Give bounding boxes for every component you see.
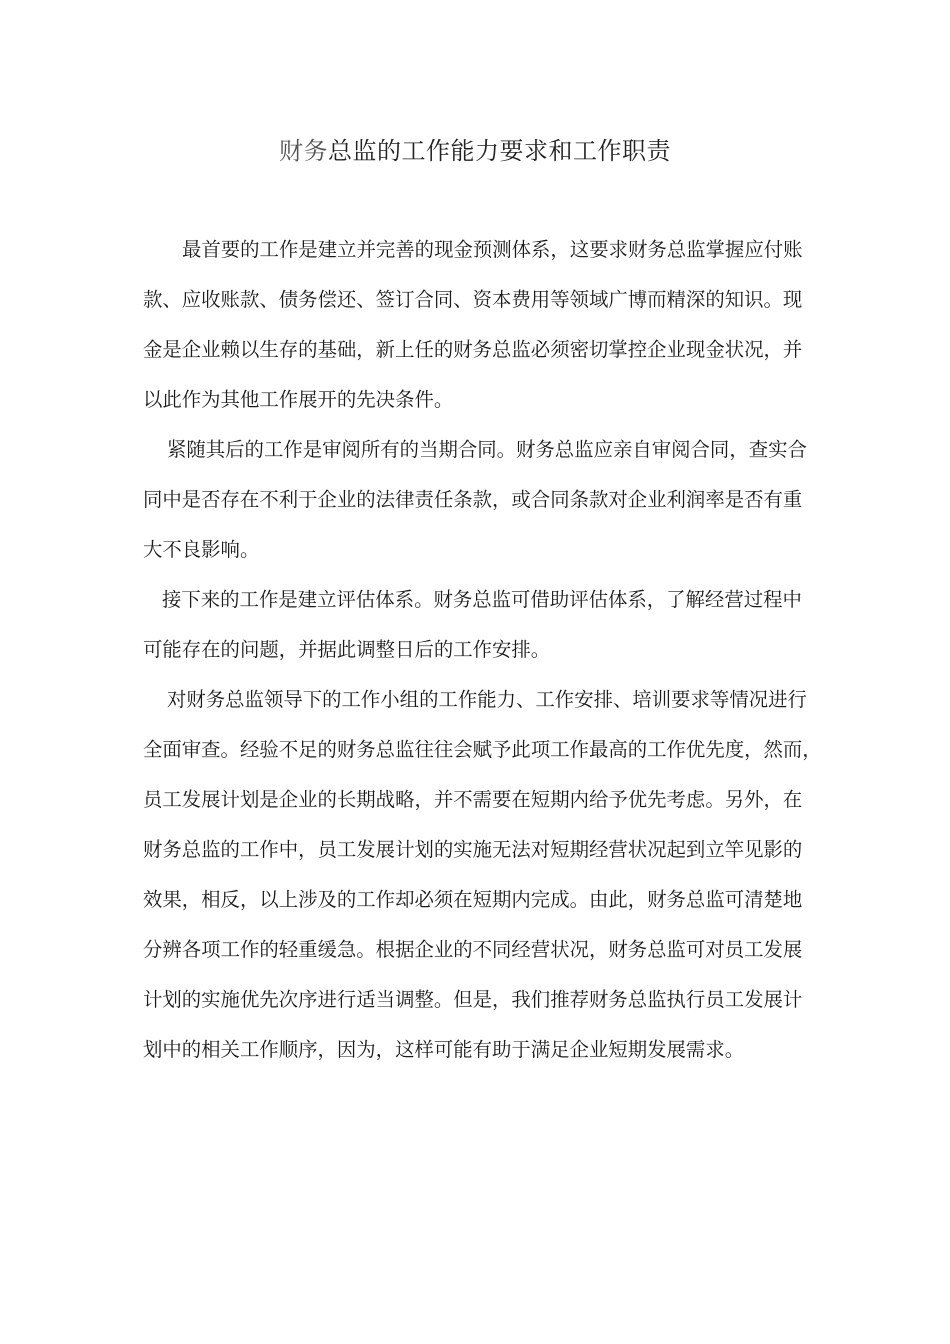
paragraph-line: 最首要的工作是建立并完善的现金预测体系，这要求财务总监掌握应付账 [182,238,803,261]
paragraph-line: 员工发展计划是企业的长期战略，并不需要在短期内给予优先考虑。另外，在 [143,788,803,811]
paragraph-4 [143,680,822,1080]
paragraph-line: 同中是否存在不利于企业的法律责任条款，或合同条款对企业利润率是否有重 [143,488,803,511]
paragraph-line: 大不良影响。 [143,538,260,561]
document-body [143,230,822,1080]
title-text: 总监的工作能力要求和工作职责 [328,137,671,165]
paragraph-line: 以此作为其他工作展开的先决条件。 [143,388,454,411]
paragraph-1 [143,230,807,430]
paragraph-2 [143,430,807,580]
document-title [0,134,950,168]
paragraph-line: 紧随其后的工作是审阅所有的当期合同。财务总监应亲自审阅合同，查实合 [167,438,807,461]
paragraph-line: 效果，相反，以上涉及的工作却必须在短期内完成。由此，财务总监可清楚地 [143,888,803,911]
paragraph-line: 接下来的工作是建立评估体系。财务总监可借助评估体系，了解经营过程中 [162,588,802,611]
paragraph-line: 计划的实施优先次序进行适当调整。但是，我们推荐财务总监执行员工发展计 [143,988,803,1011]
paragraph-line: 对财务总监领导下的工作小组的工作能力、工作安排、培训要求等情况进行 [167,688,807,711]
paragraph-line: 款、应收账款、债务偿还、签订合同、资本费用等领域广博而精深的知识。现 [143,288,803,311]
paragraph-line: 划中的相关工作顺序，因为，这样可能有助于满足企业短期发展需求。 [143,1038,745,1061]
title-prefix: 财务 [279,137,328,165]
paragraph-line: 金是企业赖以生存的基础，新上任的财务总监必须密切掌控企业现金状况，并 [143,338,803,361]
paragraph-line: 分辨各项工作的轻重缓急。根据企业的不同经营状况，财务总监可对员工发展 [143,938,803,961]
paragraph-line: 全面审查。经验不足的财务总监往往会赋予此项工作最高的工作优先度，然而， [143,738,822,761]
paragraph-3 [143,580,807,680]
paragraph-line: 可能存在的问题，并据此调整日后的工作安排。 [143,638,551,661]
paragraph-line: 财务总监的工作中，员工发展计划的实施无法对短期经营状况起到立竿见影的 [143,838,803,861]
